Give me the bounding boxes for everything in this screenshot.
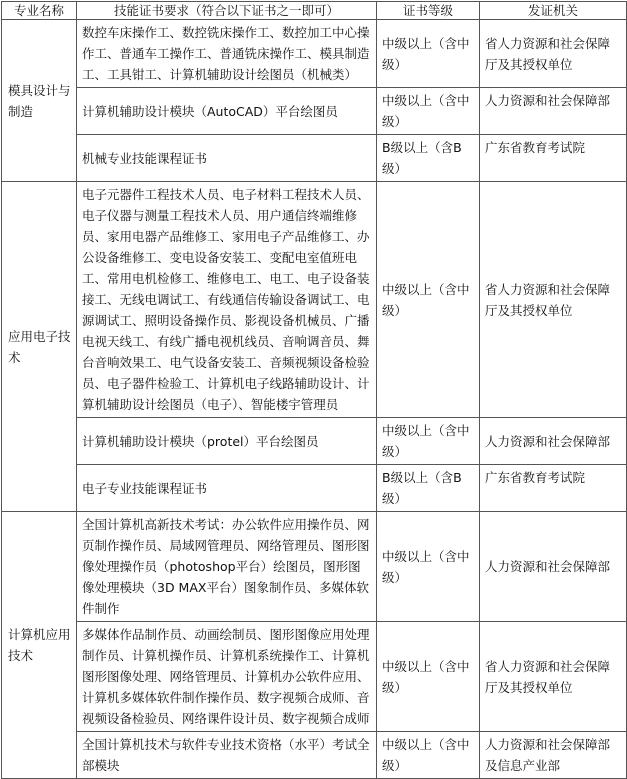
level-cell: 中级以上（含中级）	[377, 512, 480, 622]
issuer-cell: 广东省教育考试院	[480, 465, 627, 512]
issuer-cell: 人力资源和社会保障部	[480, 418, 627, 465]
major-name: 应用电子技术	[2, 182, 77, 512]
header-level: 证书等级	[377, 2, 480, 20]
requirement-cell: 计算机辅助设计模块（AutoCAD）平台绘图员	[77, 88, 377, 135]
major-name: 计算机应用技术	[2, 512, 77, 779]
requirement-cell: 电子专业技能课程证书	[77, 465, 377, 512]
requirement-cell: 多媒体作品制作员、动画绘制员、图形图像应用处理制作员、计算机操作员、计算机系统操作工、计算机图形图像处理、网络管理员、计算机办公软件应用、计算机多媒体软件制作操作员、数字视频合成师、音视频设备检验员、网络课件设计员、数字视频合成师	[77, 622, 377, 732]
issuer-cell: 省人力资源和社会保障厅及其授权单位	[480, 622, 627, 732]
header-major: 专业名称	[2, 2, 77, 20]
level-cell: 中级以上（含中级）	[377, 622, 480, 732]
table-row	[2, 465, 627, 512]
header-issuer: 发证机关	[480, 2, 627, 20]
level-cell: 中级以上（含中级）	[377, 732, 480, 779]
requirement-cell: 全国计算机技术与软件专业技术资格（水平）考试全部模块	[77, 732, 377, 779]
issuer-cell: 人力资源和社会保障部及信息产业部	[480, 732, 627, 779]
requirement-cell: 数控车床操作工、数控铣床操作工、数控加工中心操作工、普通车工操作工、普通铣床操作工、模具制造工、工具钳工、计算机辅助设计绘图员（机械类）	[77, 20, 377, 88]
issuer-cell: 省人力资源和社会保障厅及其授权单位	[480, 182, 627, 418]
header-row	[2, 2, 627, 20]
level-cell: B级以上（含B级）	[377, 465, 480, 512]
requirement-cell: 机械专业技能课程证书	[77, 135, 377, 182]
table-row	[2, 182, 627, 418]
issuer-cell: 人力资源和社会保障部	[480, 512, 627, 622]
table-row	[2, 88, 627, 135]
table-row	[2, 732, 627, 779]
table-row	[2, 512, 627, 622]
issuer-cell: 人力资源和社会保障部	[480, 88, 627, 135]
table-row	[2, 135, 627, 182]
issuer-cell: 广东省教育考试院	[480, 135, 627, 182]
requirement-cell: 电子元器件工程技术人员、电子材料工程技术人员、电子仪器与测量工程技术人员、用户通信终端维修员、家用电器产品维修工、家用电子产品维修工、办公设备维修工、变电设备安装工、变配电室值班电工、常用电机检修工、维修电工、电工、电子设备装接工、无线电调试工、有线通信传输设备调试工、电源调试工、照明设备操作员、影视设备机械员、广播电视天线工、有线广播电视机线员、音响调音员、舞台音响效果工、电气设备安装工、音频视频设备检验员、电子器件检验工、计算机电子线路辅助设计、计算机辅助设计绘图员（电子）、智能楼宇管理员	[77, 182, 377, 418]
table-row	[2, 418, 627, 465]
certificate-table	[1, 1, 627, 779]
table-row	[2, 622, 627, 732]
level-cell: 中级以上（含中级）	[377, 182, 480, 418]
requirement-cell: 全国计算机高新技术考试：办公软件应用操作员、网页制作操作员、局域网管理员、网络管理员、图形图像处理操作员（photoshop平台）绘图员，图形图像处理模块（3D MAX平台）图象制作员、多媒体软件制作	[77, 512, 377, 622]
level-cell: 中级以上（含中级）	[377, 88, 480, 135]
table-row	[2, 20, 627, 88]
level-cell: 中级以上（含中级）	[377, 418, 480, 465]
level-cell: 中级以上（含中级）	[377, 20, 480, 88]
header-requirement: 技能证书要求（符合以下证书之一即可）	[77, 2, 377, 20]
requirement-cell: 计算机辅助设计模块（protel）平台绘图员	[77, 418, 377, 465]
major-name: 模具设计与制造	[2, 20, 77, 182]
issuer-cell: 省人力资源和社会保障厅及其授权单位	[480, 20, 627, 88]
level-cell: B级以上（含B级）	[377, 135, 480, 182]
